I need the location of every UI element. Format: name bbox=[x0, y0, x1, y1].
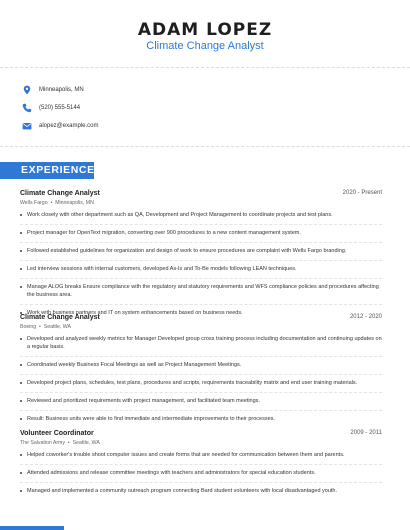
job-title: Climate Change Analyst bbox=[20, 314, 100, 321]
job-title: Volunteer Coordinator bbox=[20, 430, 94, 437]
bullet-item: Followed established guidelines for organization and design of work to ensure procedures are complaint with Wells Fargo branding. bbox=[20, 247, 382, 261]
job-bullets bbox=[20, 335, 382, 428]
job-company-line: The Salvation Army • Seattle, WA bbox=[20, 440, 100, 446]
candidate-name: ADAM LOPEZ bbox=[137, 20, 273, 40]
bullet-item: Work with business partners and IT on system enhancements based on business needs. bbox=[20, 309, 382, 322]
contact-location-text: Minneapolis, MN bbox=[39, 87, 84, 93]
contact-phone-text: (520) 555-5144 bbox=[39, 105, 81, 111]
job-company-line: Boeing • Seattle, WA bbox=[20, 324, 71, 330]
job-location: Seattle, WA bbox=[43, 324, 71, 330]
bullet-item: Result: Business units were able to find immediate and intermediate improvements to their processes. bbox=[20, 415, 382, 428]
job-dates: 2012 - 2020 bbox=[349, 314, 382, 320]
job-company: Boeing bbox=[20, 324, 37, 330]
footer-accent-bar bbox=[0, 526, 64, 530]
bullet-item: Developed and analyzed weekly metrics for Manager Developed group cross training process including documentation and continuing updates on a regular basis. bbox=[20, 335, 382, 357]
job-bullets bbox=[20, 211, 382, 322]
candidate-title: Climate Change Analyst bbox=[146, 40, 264, 52]
job-company: The Salvation Army bbox=[20, 440, 65, 446]
divider bbox=[0, 146, 410, 147]
bullet-item: Coordinated weekly Business Focal Meetings as well as Project Management Meetings. bbox=[20, 361, 382, 375]
bullet-item: Project manager for OpenText migration, converting over 900 procedures to a new content management system. bbox=[20, 229, 382, 243]
bullet-item: Helped coworker's trouble shoot computer issues and create forms that are needed for communication between them and parents. bbox=[20, 451, 382, 465]
job-location: Seattle, WA bbox=[72, 440, 100, 446]
divider bbox=[0, 67, 410, 68]
job-entry bbox=[20, 313, 382, 432]
bullet-item: Work closely with other department such as QA, Development and Project Management to coordinate projects and test plans. bbox=[20, 211, 382, 225]
phone-icon bbox=[22, 103, 32, 113]
contact-email bbox=[22, 120, 98, 132]
email-icon bbox=[22, 121, 32, 131]
bullet-item: Developed project plans, schedules, test plans, procedures and scripts, requirements traceability matrix and end user training materials. bbox=[20, 379, 382, 393]
contact-phone bbox=[22, 102, 80, 114]
contact-location bbox=[22, 84, 84, 96]
location-pin-icon bbox=[22, 85, 32, 95]
bullet-item: Managed and implemented a community outreach program connecting Bard student volunteers with local disadvantaged youth. bbox=[20, 487, 382, 500]
experience-heading: EXPERIENCE bbox=[0, 162, 94, 179]
job-company-line: Wells Fargo • Minneapolis, MN bbox=[20, 200, 94, 206]
bullet-item: Reviewed and prioritized requirements with project management, and facilitated team meetings. bbox=[20, 397, 382, 411]
job-bullets bbox=[20, 451, 382, 500]
bullet-item: Attended admissions and release committee meetings with teachers and administrators for special education students. bbox=[20, 469, 382, 483]
job-company: Wells Fargo bbox=[20, 200, 48, 206]
job-location: Minneapolis, MN bbox=[55, 200, 94, 206]
job-dates: 2020 - Present bbox=[342, 190, 382, 196]
job-title: Climate Change Analyst bbox=[20, 190, 100, 197]
contact-email-text: alopez@example.com bbox=[39, 123, 99, 129]
bullet-item: Led interview sessions with internal customers, developed As-Is and To-Be models following LEAN techniques. bbox=[20, 265, 382, 279]
job-entry bbox=[20, 429, 382, 504]
job-entry bbox=[20, 189, 382, 326]
job-dates: 2009 - 2011 bbox=[350, 430, 382, 436]
bullet-item: Manage ALOG breaks Ensure compliance with the regulatory and statutory requirements and WFS compliance policies and procedures affecting the business area. bbox=[20, 283, 382, 305]
